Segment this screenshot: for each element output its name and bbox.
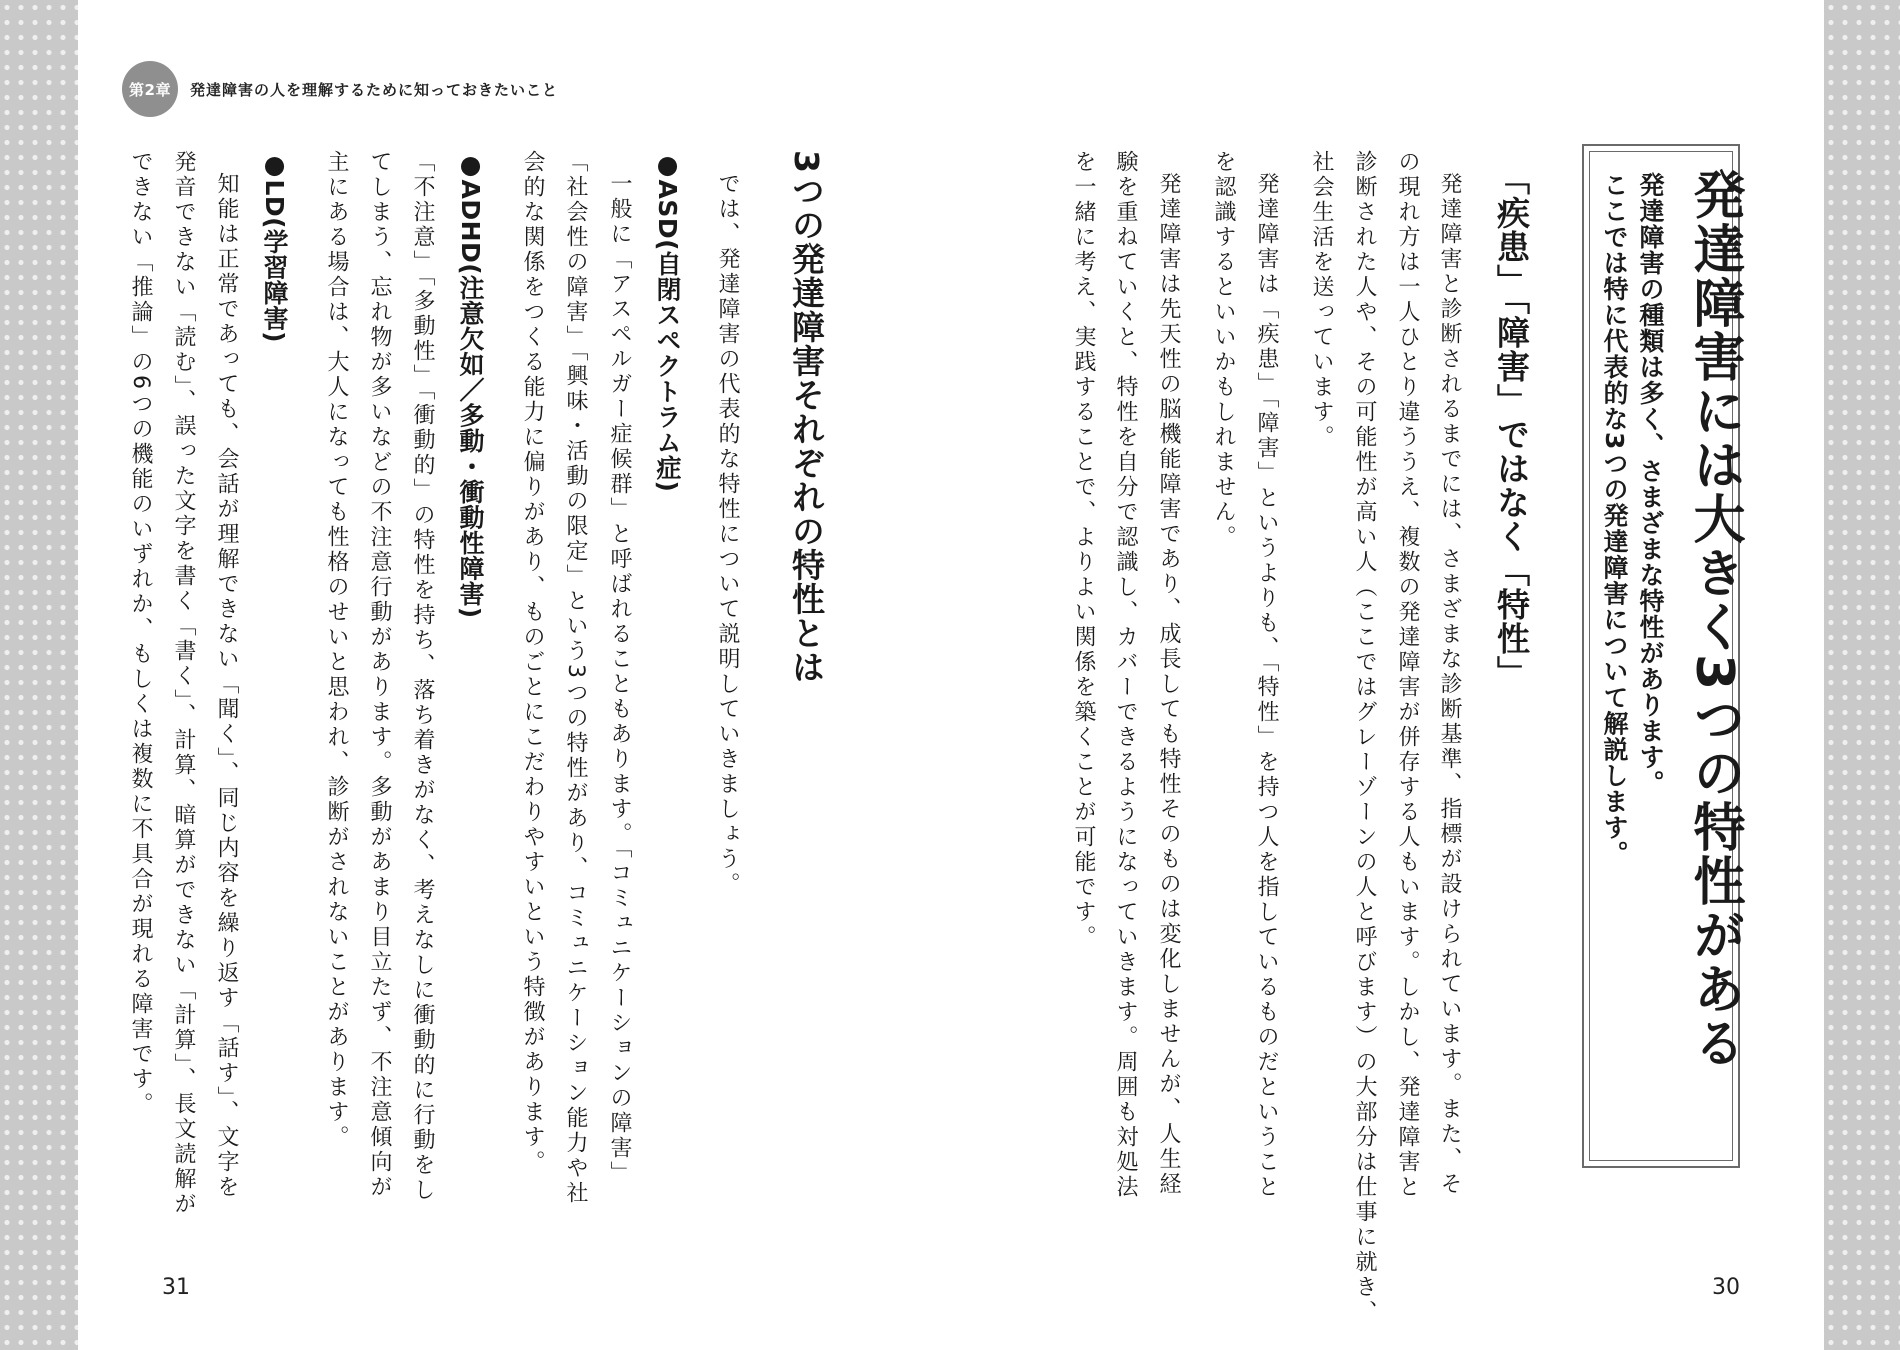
- chapter-badge: 第2章: [122, 61, 178, 117]
- chapter-header: [122, 62, 558, 116]
- ld-line-1: 知能は正常であっても、会話が理解できない「聞く」、同じ内容を繰り返す「話す」、文字を: [214, 172, 239, 1200]
- adhd-line-1: 「不注意」「多動性」「衝動的」の特性を持ち、落ち着きがなく、考えなしに衝動的に行動をし: [410, 150, 435, 1203]
- right-page-number: 30: [1712, 1275, 1740, 1300]
- right-section-heading: 「疾患」「障害」ではなく「特性」: [1492, 162, 1531, 690]
- lead-line-1: 発達障害の種類は多く、さまざまな特性があります。: [1636, 172, 1665, 796]
- right-body-line-9: を一緒に考え、実践することで、よりよい関係を築くことが可能です。: [1071, 150, 1096, 950]
- adhd-heading: ●ADHD(注意欠如／多動・衝動性障害): [456, 150, 485, 619]
- asd-heading: ●ASD(自閉スペクトラム症): [653, 150, 682, 493]
- right-body-line-8: 験を重ねていくと、特性を自分で認識し、カバーできるようになっていきます。周囲も対処法: [1113, 150, 1138, 1200]
- adhd-line-2: てしまう、忘れ物が多いなどの不注意行動があります。多動があまり目立たず、不注意傾向が: [367, 150, 392, 1200]
- left-intro: では、発達障害の代表的な特性について説明していきましょう。: [715, 172, 740, 897]
- ld-heading: ●LD(学習障害): [260, 150, 289, 344]
- asd-line-1: 一般に「アスペルガー症候群」と呼ばれることもあります。「コミュニケーションの障害」: [607, 172, 632, 1186]
- right-body-line-7: 発達障害は先天性の脳機能障害であり、成長しても特性そのものは変化しませんが、人生経: [1156, 172, 1181, 1197]
- ld-line-2: 発音できない「読む」、誤った文字を書く「書く」、計算、暗算ができない「計算」、長文読解が: [171, 150, 196, 1217]
- right-body-line-1: 発達障害と診断されるまでには、さまざまな診断基準、指標が設けられています。また、そ: [1437, 172, 1462, 1197]
- right-body-line-4: 社会生活を送っています。: [1309, 150, 1334, 450]
- page-title: 発達障害には大きく3つの特性がある: [1684, 168, 1744, 1071]
- left-section-heading: 3つの発達障害それぞれの特性とは: [787, 150, 826, 684]
- left-dotted-edge: [0, 0, 78, 1350]
- adhd-line-3: 主にある場合は、大人になっても性格のせいと思われ、診断がされないことがあります。: [324, 150, 349, 1150]
- right-body-line-2: の現れ方は一人ひとり違ううえ、複数の発達障害が併存する人もいます。しかし、発達障害と: [1395, 150, 1420, 1200]
- ld-line-3: できない「推論」の6つの機能のいずれか、もしくは複数に不具合が現れる障害です。: [128, 150, 153, 1117]
- chapter-title: 発達障害の人を理解するために知っておきたいこと: [190, 80, 559, 99]
- asd-line-2: 「社会性の障害」「興味・活動の限定」という3つの特性があり、コミュニケーション能力や社: [563, 150, 588, 1206]
- right-body-line-3: 診断された人や、その可能性が高い人（ここではグレーゾーンの人と呼びます）の大部分は仕事に就き、: [1352, 150, 1377, 1325]
- right-body-line-6: を認識するといいかもしれません。: [1211, 150, 1236, 550]
- asd-line-3: 会的な関係をつくる能力に偏りがあり、ものごとにこだわりやすいという特徴があります。: [520, 150, 545, 1175]
- right-body-line-5: 発達障害は「疾患」「障害」というよりも、「特性」を持つ人を指しているものだということ: [1254, 172, 1279, 1200]
- right-dotted-edge: [1824, 0, 1900, 1350]
- left-page-number: 31: [162, 1275, 190, 1300]
- lead-line-2: ここでは特に代表的な3つの発達障害について解説します。: [1600, 172, 1629, 867]
